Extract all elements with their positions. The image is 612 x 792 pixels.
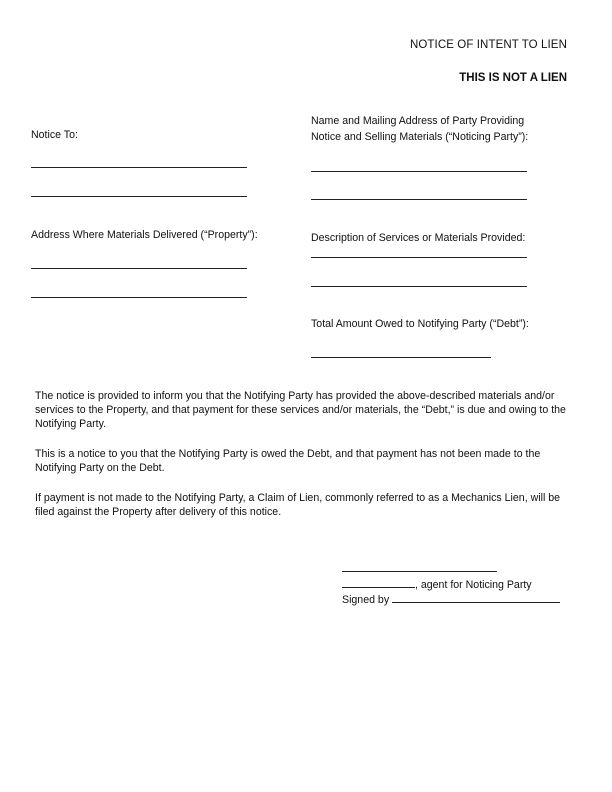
noticing-party-label-line2: Notice and Selling Materials (“Noticing Party”):: [311, 131, 529, 143]
noticing-party-label-line1: Name and Mailing Address of Party Providing: [311, 115, 525, 127]
body-paragraph-3: [35, 491, 575, 519]
body-paragraph-2: [35, 447, 575, 475]
description-line-1[interactable]: [311, 257, 527, 258]
paragraph-3-text: If payment is not made to the Notifying Party, a Claim of Lien, commonly referred to as a Mechanics Lien, will be filed against the Property after delivery of this notice.: [35, 492, 561, 518]
property-line-2[interactable]: [31, 297, 247, 298]
agent-label: , agent for Noticing Party: [415, 579, 532, 591]
signed-by-label: Signed by: [342, 594, 390, 606]
signature-top-line[interactable]: [342, 571, 497, 572]
description-line-2[interactable]: [311, 286, 527, 287]
document-title: NOTICE OF INTENT TO LIEN: [409, 39, 567, 51]
property-label: Address Where Materials Delivered (“Property”):: [31, 229, 258, 241]
notice-to-line-1[interactable]: [31, 167, 247, 168]
agent-name-line[interactable]: [342, 576, 415, 588]
signed-by-line[interactable]: [392, 591, 560, 603]
document-subtitle: THIS IS NOT A LIEN: [459, 72, 567, 84]
agent-line-row: [342, 576, 532, 592]
signed-by-row: [342, 591, 560, 607]
amount-label: Total Amount Owed to Notifying Party (“Debt”):: [311, 318, 529, 330]
notice-to-label: Notice To:: [31, 129, 78, 141]
noticing-party-line-1[interactable]: [311, 171, 527, 172]
body-paragraph-1: [35, 389, 575, 431]
notice-to-line-2[interactable]: [31, 196, 247, 197]
description-label: Description of Services or Materials Provided:: [311, 232, 526, 244]
amount-line[interactable]: [311, 357, 491, 358]
paragraph-2-text: This is a notice to you that the Notifying Party is owed the Debt, and that payment has not been made to the Notifying Party on the Debt.: [35, 448, 541, 474]
paragraph-1-text: The notice is provided to inform you that the Notifying Party has provided the above-described materials and/or services to the Property, and that payment for these services and/or materials, the “Debt,” is due and owing to the Notifying Party.: [35, 390, 566, 430]
property-line-1[interactable]: [31, 268, 247, 269]
noticing-party-line-2[interactable]: [311, 199, 527, 200]
